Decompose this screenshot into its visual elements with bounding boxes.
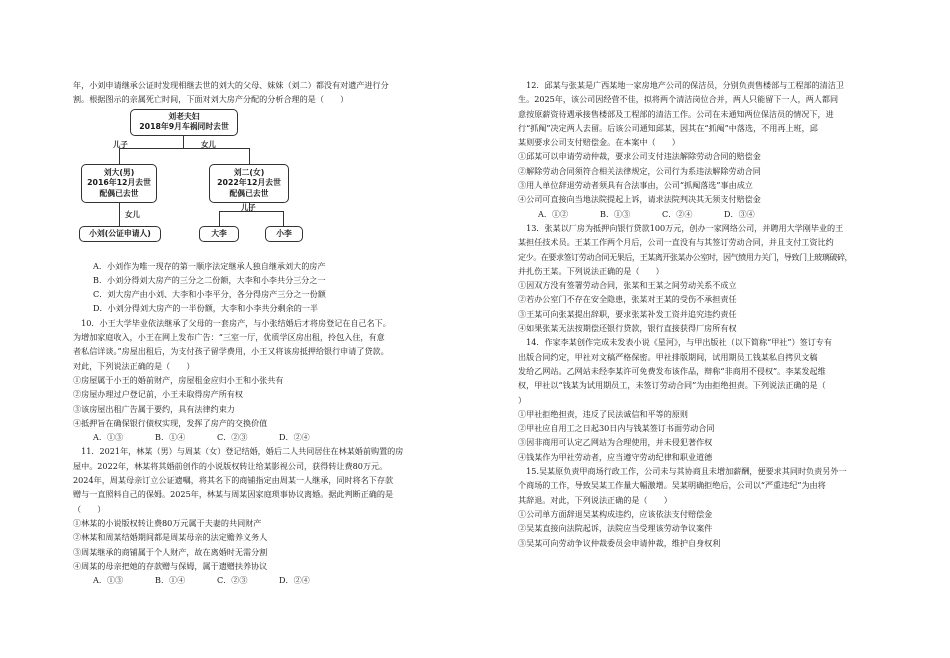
q10-statement-3: ③该房屋出租广告属于要约，具有法律约束力	[73, 403, 235, 414]
tree-label-liuda-daughter: 女儿	[125, 209, 140, 219]
q11-statement-1: ①林某的小说版权转让费80万元属于夫妻的共同财产	[73, 517, 262, 528]
q13-statement-2: ②若办公室门不存在安全隐患，张某对王某的受伤不承担责任	[518, 294, 737, 305]
q14-line-5: ）	[518, 394, 527, 405]
q10-line-2: 为增加家庭收入，小王在网上发布广告：“三室一厅，优质学区房出租，拎包入住，有意	[73, 332, 385, 343]
q13-line-3: 定少。在要求签订劳动合同无果后，王某离开张某办公室时，因气愤用力关门，导致门上玻璃破碎，	[518, 251, 853, 262]
tree-label-liuer-son: 儿子	[241, 202, 256, 212]
q11-choices	[73, 573, 443, 587]
q9-option-d: D．小刘分得刘大房产的一半份额，大李和小李共分剩余的一半	[93, 303, 319, 314]
q11-line-2: 屋中。2022年，林某将其婚前创作的小说版权转让给某影视公司，获得转让费80万元。	[73, 460, 388, 471]
q12-line-1: 12．邱某与张某是广西某地一家房地产公司的保洁员，分别负责售楼部与工程部的清洁卫	[526, 80, 844, 90]
q10-choices	[73, 430, 443, 444]
q10-choice-a: A．①③	[93, 432, 124, 443]
q15-line-3: 其辞退。对此，下列说法正确的是（ ）	[518, 494, 672, 505]
q12-line-5: 某则要求公司支付赔偿金。在本案中（ ）	[518, 137, 680, 148]
q10-statement-4: ④抵押旨在确保银行债权实现，发挥了房产的交换价值	[73, 417, 268, 428]
q14-line-2: 出版合同约定，甲社对文稿严格保密。甲社排版期间，试用期员工钱某私自拷贝文稿	[518, 351, 818, 362]
q13-statement-3: ③王某可向张某提出辞职，要求张某补发工资并追究违约责任	[518, 308, 737, 319]
q14-statement-4: ④钱某作为甲社劳动者，应当遵守劳动纪律和职业道德	[518, 451, 713, 462]
q14-line-1: 14．作家李某创作完成未发表小说《星河》，与甲出版社（以下简称“甲社”）签订专有	[526, 337, 832, 348]
q10-line-3: 者私信详谈。”房屋出租后，为支付孩子留学费用，小王又将该房抵押给银行申请了贷款。	[73, 346, 389, 357]
q11-statement-3: ③周某继承的商铺属于个人财产，故在离婚时无需分割	[73, 546, 268, 557]
q13-statement-4: ④如果张某无法按期偿还银行贷款，银行直接获得厂房所有权	[518, 323, 737, 334]
q12-choice-b: B．①③	[600, 208, 631, 219]
q9-option-b: B．小刘分得刘大房产的三分之二份额，大李和小李共分三分之一	[93, 274, 326, 285]
q10-statement-2: ②房屋办理过户登记前，小王未取得房产所有权	[73, 389, 243, 400]
tree-node-xiaoliu: 小刘(公证申请人)	[79, 226, 161, 242]
q10-statement-1: ①房屋属于小王的婚前财产，房屋租金应归小王和小张共有	[73, 374, 284, 385]
q15-statement-3: ③吴某可向劳动争议仲裁委员会申请仲裁，维护自身权利	[518, 537, 721, 548]
q15-statement-2: ②吴某直接向法院起诉，法院应当受理该劳动争议案件	[518, 523, 713, 534]
q12-statement-3: ③用人单位辞退劳动者须具有合法事由，公司“抓阄落选”事由成立	[518, 180, 753, 191]
q12-choice-c: C．②④	[662, 208, 693, 219]
q9-intro-line-2: 割。根据图示的亲属死亡时间，下面对刘大房产分配的分析合理的是（ ）	[73, 94, 349, 105]
q13-line-4: 并扎伤王某。下列说法正确的是（ ）	[518, 265, 664, 276]
q12-statement-2: ②解除劳动合同须符合相关法律规定，公司行为系违法解除劳动合同	[518, 165, 761, 176]
q11-line-3: 2024年，周某母亲订立公证遗嘱，将其名下的商铺指定由周某一人继承，同时将名下存款	[73, 475, 394, 486]
q12-choice-d: D．③④	[724, 208, 755, 219]
q11-line-1: 11．2021年，林某（男）与周某（女）登记结婚，婚后二人共同居住在林某婚前购置的房	[81, 446, 404, 457]
q14-line-3: 发给乙网站。乙网站未经李某许可免费发布该作品，辩称“非商用不侵权”。李某发起维	[518, 365, 826, 376]
right-column	[518, 78, 884, 550]
q11-choice-d: D．②④	[279, 575, 310, 586]
q12-line-4: 行“抓阄”决定两人去留。后该公司通知邱某，因其在“抓阄”中落选，不用再上班，邱	[518, 122, 818, 133]
tree-node-liuda: 刘大(男) 2016年12月去世 配偶已去世	[81, 164, 157, 203]
q10-line-4: 对此，下列说法正确的是（ ）	[73, 360, 195, 371]
q14-statement-3: ③因非商用可认定乙网站为合理使用，并未侵犯著作权	[518, 437, 713, 448]
q9-intro-line-1: 年，小刘申请继承公证时发现相继去世的刘大的父母、妹妹（刘二）都没有对遗产进行分	[73, 80, 389, 90]
left-column	[73, 78, 443, 587]
tree-label-daughter: 女儿	[201, 139, 216, 149]
q10-choice-d: D．②④	[279, 432, 310, 443]
q12-line-2: 生。2025年，该公司因经营不佳，拟将两个清洁岗位合并，两人只能留下一人，两人都同	[518, 94, 839, 105]
q10-line-1: 10．小王大学毕业依法继承了父母的一套房产，与小张结婚后才将房登记在自己名下。	[81, 317, 391, 328]
q14-statement-2: ②甲社应自用工之日起30日内与钱某签订书面劳动合同	[518, 423, 715, 434]
q14-statement-1: ①甲社拒绝担责，违反了民法诚信和平等的原则	[518, 408, 688, 419]
q11-line-4: 赠与一直照料自己的保姆。2025年，林某与周某因家庭琐事协议离婚。据此判断正确的是	[73, 489, 394, 500]
q10-choice-c: C．②③	[217, 432, 248, 443]
q9-option-a: A．小刘作为唯一现存的第一顺序法定继承人独自继承刘大的房产	[93, 260, 326, 271]
q11-choice-b: B．①④	[155, 575, 186, 586]
q15-statement-1: ①公司单方面辞退吴某构成违约，应该依法支付赔偿金	[518, 508, 713, 519]
q13-line-2: 某担任技术员。王某工作两个月后，公司一直没有与其签订劳动合同，并且支付工资比约	[518, 237, 834, 248]
q15-line-2: 个商场的工作，导致吴某工作量大幅激增。吴某明确拒绝后，公司以“严重违纪”为由将	[518, 480, 826, 491]
q12-statement-1: ①邱某可以申请劳动仲裁，要求公司支付违法解除劳动合同的赔偿金	[518, 151, 761, 162]
tree-node-liu-parents: 刘老夫妇 2018年9月车祸同时去世	[130, 109, 238, 136]
family-tree-diagram	[73, 109, 443, 259]
q12-choice-a: A．①②	[538, 208, 569, 219]
q11-statement-2: ②林某和周某结婚期间都是周某母亲的法定赡养义务人	[73, 532, 268, 543]
q12-choices	[518, 207, 884, 221]
tree-node-liuer: 刘二(女) 2022年12月去世 配偶已去世	[209, 164, 289, 203]
q10-choice-b: B．①④	[155, 432, 186, 443]
q13-line-1: 13．张某以厂房为抵押向银行贷款100万元，创办一家网络公司，并聘用大学刚毕业的王	[526, 222, 844, 233]
q11-choice-a: A．①③	[93, 575, 124, 586]
q12-line-3: 意按原薪资待遇承接售楼部及工程部的清洁工作。公司在未通知两位保洁员的情况下，进	[518, 108, 834, 119]
tree-node-xiaoli: 小李	[265, 226, 303, 242]
q13-statement-1: ①因双方没有签署劳动合同，张某和王某之间劳动关系不成立	[518, 280, 737, 291]
q11-statement-4: ④周某的母亲把她的存款赠与保姆，属于遗赠扶养协议	[73, 560, 268, 571]
tree-label-son: 儿子	[113, 139, 128, 149]
q9-option-c: C．刘大房产由小刘、大李和小李平分，各分得房产三分之一份额	[93, 289, 326, 300]
q15-line-1: 15.吴某原负责甲商场行政工作，公司未与其协商且未增加薪酬，便要求其同时负责另外一	[526, 466, 847, 477]
q11-line-5: （ ）	[73, 503, 106, 514]
q14-line-4: 权，甲社以“钱某为试用期员工，未签订劳动合同”为由拒绝担责。下列说法正确的是（	[518, 380, 826, 391]
q12-statement-4: ④公司可直接向当地法院提起上诉，请求法院判决其无须支付赔偿金	[518, 194, 761, 205]
q11-choice-c: C．②③	[217, 575, 248, 586]
tree-node-dali: 大李	[199, 226, 239, 242]
